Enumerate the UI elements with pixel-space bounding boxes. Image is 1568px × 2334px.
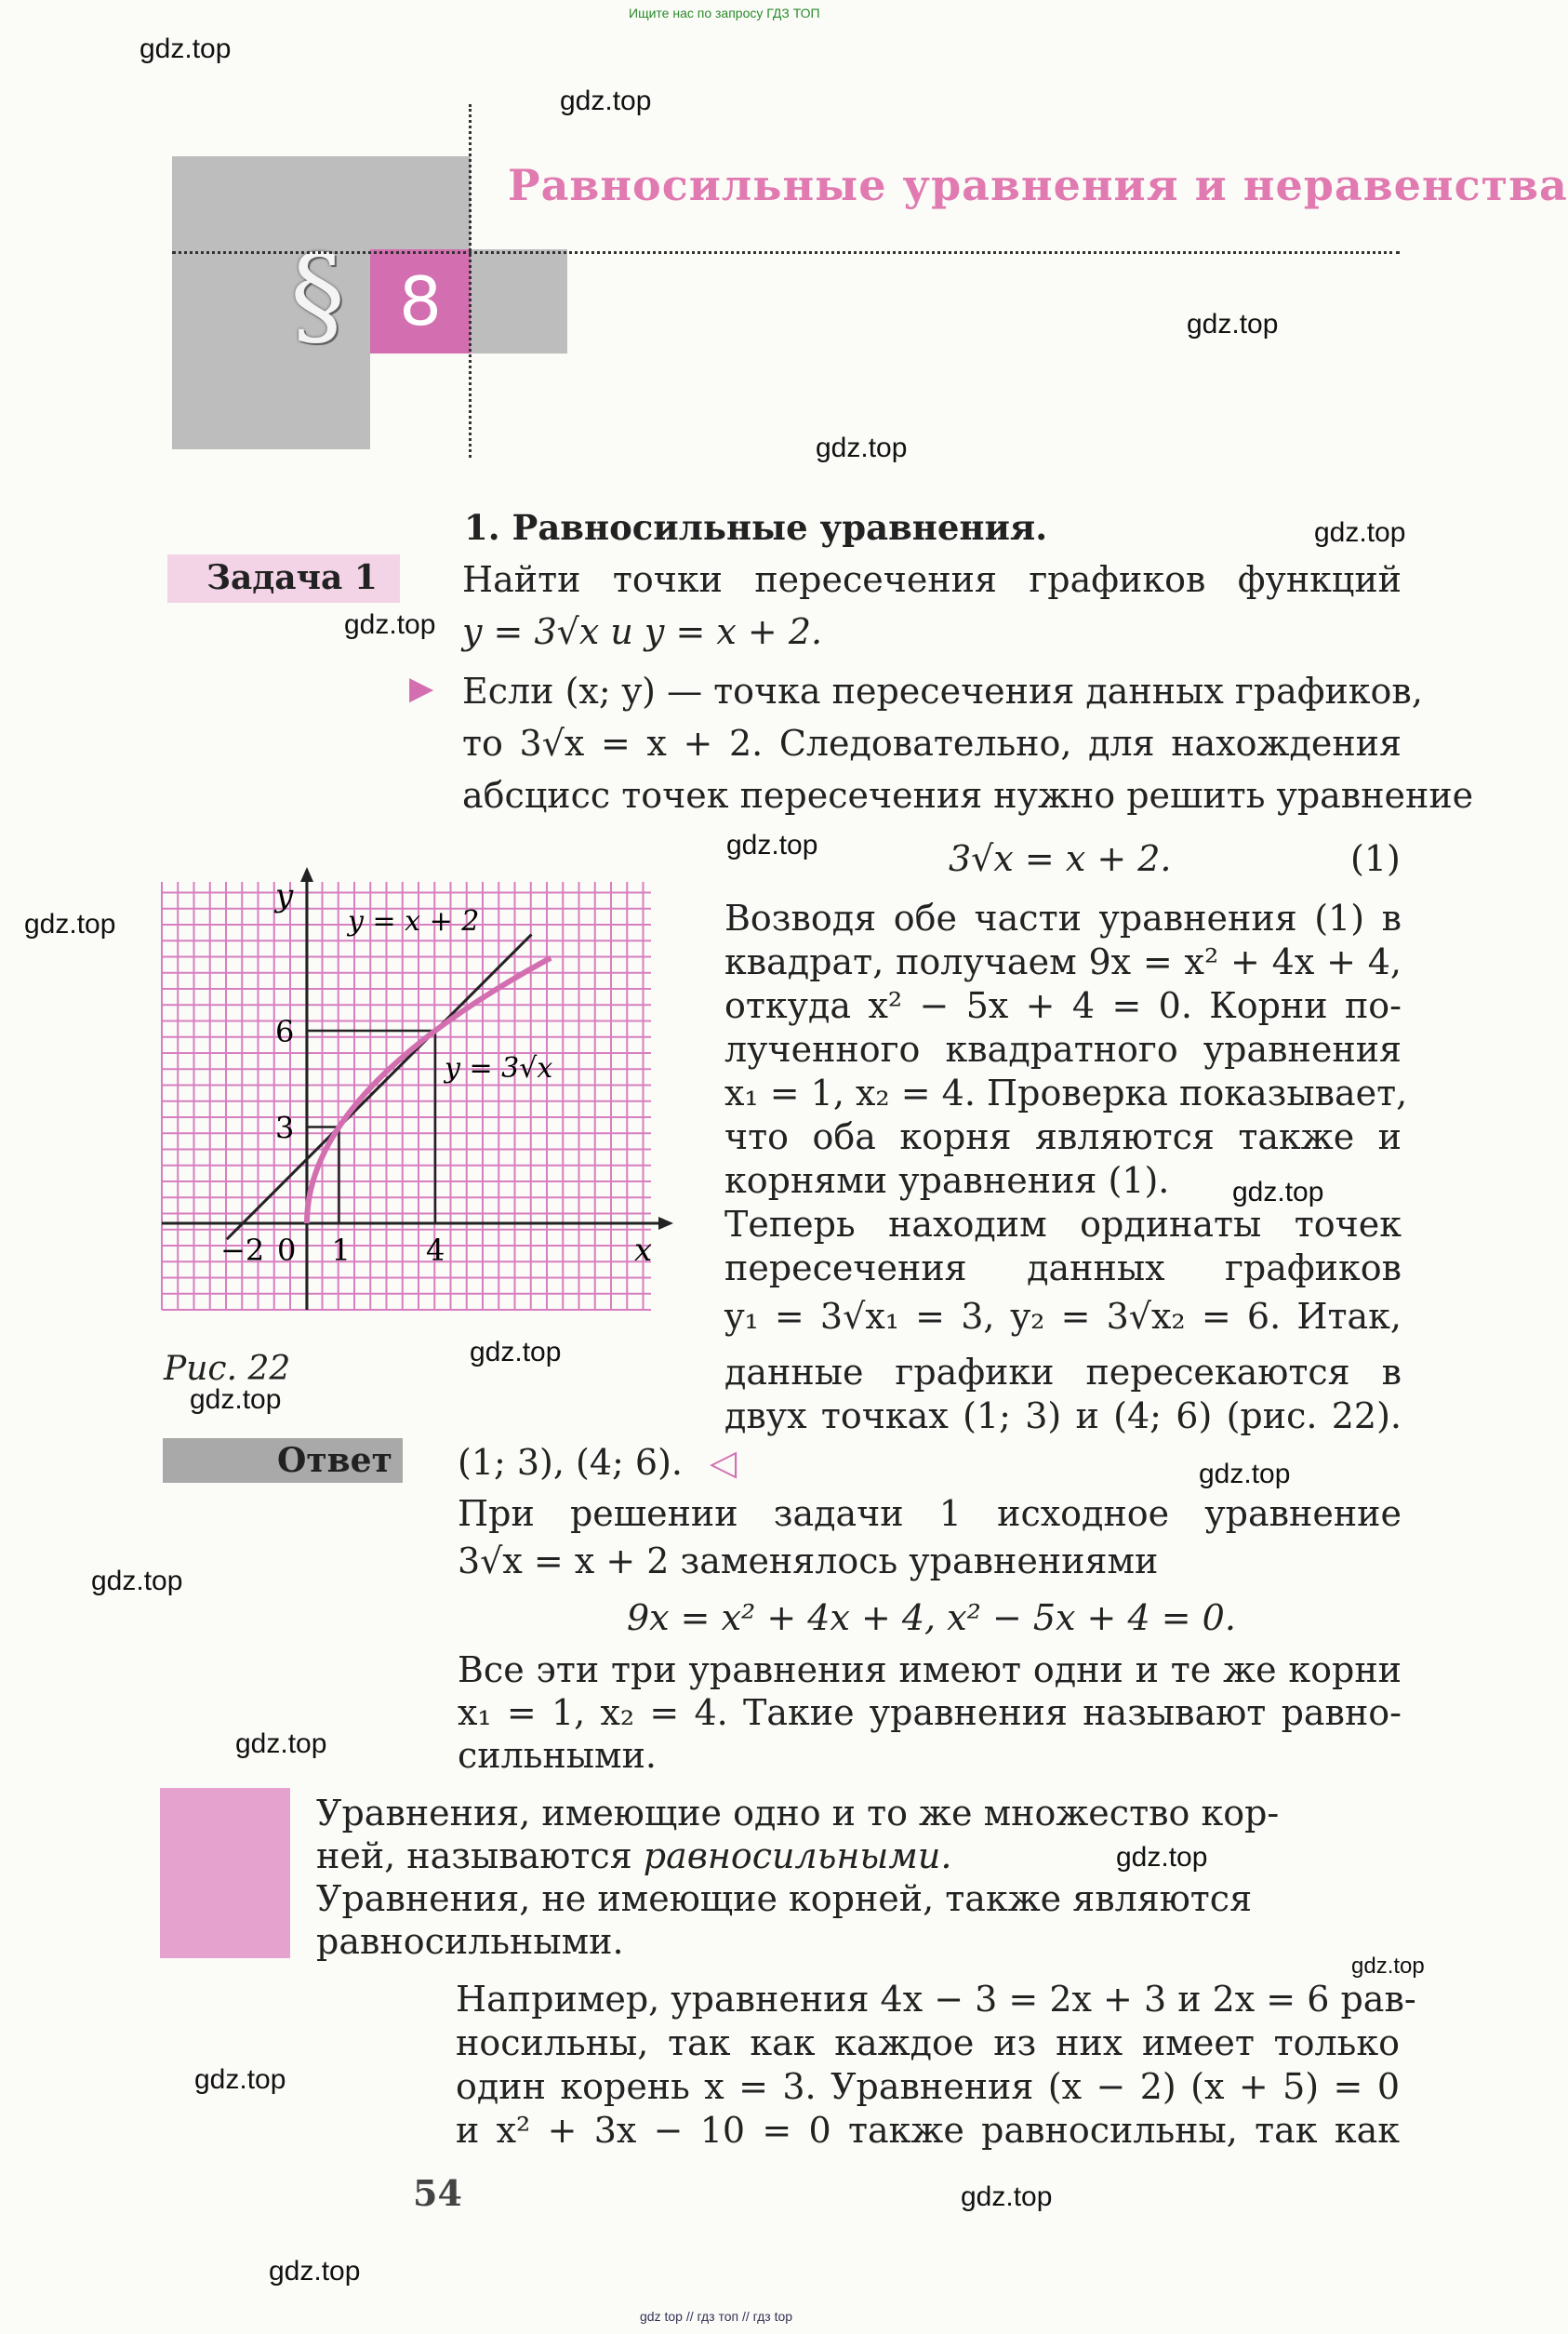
answer-end-marker: ◁ <box>710 1442 737 1483</box>
watermark: gdz.top <box>190 1384 282 1415</box>
paragraph-line: что оба корня являются также и <box>724 1116 1402 1157</box>
solution-line: то 3√x = x + 2. Следовательно, для нахождения <box>462 723 1402 764</box>
section-title: Равносильные уравнения и неравенства <box>508 160 1568 210</box>
header-gray-block <box>370 156 471 249</box>
tick-label: −2 <box>220 1233 265 1268</box>
answer-label: Ответ <box>277 1441 392 1480</box>
header-gray-block <box>471 249 567 353</box>
answer-text: (1; 3), (4; 6). <box>458 1442 684 1483</box>
watermark: gdz.top <box>1232 1177 1324 1207</box>
paragraph-line: лученного квадратного уравнения <box>724 1029 1402 1070</box>
equation-1: 3√x = x + 2. <box>949 838 1172 879</box>
paragraph-line: двух точках (1; 3) и (4; 6) (рис. 22). <box>724 1395 1402 1436</box>
y-axis-arrow <box>300 867 313 882</box>
footer-watermark: gdz top // гдз топ // гдз top <box>640 2309 793 2324</box>
definition-line: равносильными. <box>316 1921 624 1962</box>
example-line: носильны, так как каждое из них имеет только <box>456 2022 1400 2063</box>
tick-label: 3 <box>275 1110 295 1146</box>
paragraph-line: y₁ = 3√x₁ = 3, y₂ = 3√x₂ = 6. Итак, <box>724 1296 1402 1337</box>
watermark: gdz.top <box>344 609 436 640</box>
tick-label: 0 <box>277 1233 297 1268</box>
definition-line <box>316 1834 951 1878</box>
tick-label: 1 <box>331 1233 351 1268</box>
watermark: gdz.top <box>269 2256 361 2287</box>
watermark: gdz.top <box>726 830 818 860</box>
watermark: gdz.top <box>1199 1459 1291 1489</box>
paragraph-line: данные графики пересекаются в <box>724 1352 1402 1393</box>
x-axis-arrow <box>658 1217 673 1230</box>
header-dotted-line <box>172 251 1400 254</box>
text-line: Все эти три уравнения имеют одни и те же корни <box>458 1649 1402 1690</box>
task-label: Задача 1 <box>206 558 378 597</box>
watermark: gdz.top <box>1116 1842 1208 1873</box>
definition-text: ней, называются <box>316 1835 644 1876</box>
x-axis-label: x <box>634 1232 653 1269</box>
paragraph-line: Теперь находим ординаты точек <box>724 1204 1402 1245</box>
watermark: gdz.top <box>961 2181 1053 2212</box>
watermark: gdz.top <box>1351 1954 1425 1979</box>
task-statement: Найти точки пересечения графиков функций <box>462 559 1402 600</box>
example-line: и x² + 3x − 10 = 0 также равносильны, так как <box>456 2110 1400 2151</box>
definition-line: Уравнения, не имеющие корней, также являются <box>316 1878 1253 1919</box>
definition-term: равносильными. <box>643 1835 952 1876</box>
figure-22 <box>158 874 679 1321</box>
task-functions: y = 3√x и y = x + 2. <box>462 611 823 652</box>
top-notice: Ищите нас по запросу ГДЗ ТОП <box>629 6 820 20</box>
line-label: y = x + 2 <box>348 905 480 938</box>
solution-line: Если (x; y) — точка пересечения данных графиков, <box>462 671 1423 712</box>
watermark: gdz.top <box>1314 517 1406 548</box>
definition-marker <box>160 1788 290 1958</box>
example-line: Например, уравнения 4x − 3 = 2x + 3 и 2x = 6 рав- <box>456 1979 1416 2020</box>
paragraph-line: Возводя обе части уравнения (1) в <box>724 898 1402 939</box>
figure-series <box>227 935 551 1240</box>
series-line-x-plus-2 <box>227 935 532 1240</box>
text-line: сильными. <box>458 1735 657 1776</box>
equations-line: 9x = x² + 4x + 4, x² − 5x + 4 = 0. <box>627 1597 1236 1638</box>
figure-caption: Рис. 22 <box>164 1350 291 1388</box>
watermark: gdz.top <box>24 909 116 940</box>
y-axis-label: y <box>275 877 294 914</box>
tick-label: 4 <box>426 1233 445 1268</box>
solution-marker: ▶ <box>409 670 434 707</box>
equation-number: (1) <box>1350 838 1401 879</box>
paragraph-line: откуда x² − 5x + 4 = 0. Корни по- <box>724 985 1402 1026</box>
watermark: gdz.top <box>194 2064 286 2095</box>
section-symbol: § <box>290 231 345 359</box>
watermark: gdz.top <box>816 433 908 463</box>
solution-line: абсцисс точек пересечения нужно решить уравнение <box>462 775 1474 816</box>
page-number: 54 <box>413 2172 462 2214</box>
watermark: gdz.top <box>560 86 652 116</box>
tick-label: 6 <box>275 1014 295 1049</box>
text-line: При решении задачи 1 исходное уравнение <box>458 1493 1402 1534</box>
definition-line: Уравнения, имеющие одно и то же множество кор- <box>316 1793 1280 1834</box>
curve-label: y = 3√x <box>445 1052 553 1085</box>
subsection-title: 1. Равносильные уравнения. <box>464 507 1048 548</box>
paragraph-line: пересечения данных графиков <box>724 1247 1402 1288</box>
example-line: один корень x = 3. Уравнения (x − 2) (x + 5) = 0 <box>456 2066 1400 2107</box>
paragraph-line: x₁ = 1, x₂ = 4. Проверка показывает, <box>724 1073 1408 1114</box>
text-line: x₁ = 1, x₂ = 4. Такие уравнения называют равно- <box>458 1692 1402 1733</box>
text-line: 3√x = x + 2 заменялось уравнениями <box>458 1540 1159 1581</box>
paragraph-line: корнями уравнения (1). <box>724 1160 1170 1201</box>
watermark: gdz.top <box>1187 309 1279 340</box>
watermark: gdz.top <box>470 1337 562 1367</box>
watermark: gdz.top <box>140 33 232 64</box>
watermark: gdz.top <box>235 1728 327 1759</box>
watermark: gdz.top <box>91 1566 183 1596</box>
section-number: 8 <box>399 262 442 340</box>
header-dotted-line <box>469 104 472 458</box>
paragraph-line: квадрат, получаем 9x = x² + 4x + 4, <box>724 941 1402 982</box>
